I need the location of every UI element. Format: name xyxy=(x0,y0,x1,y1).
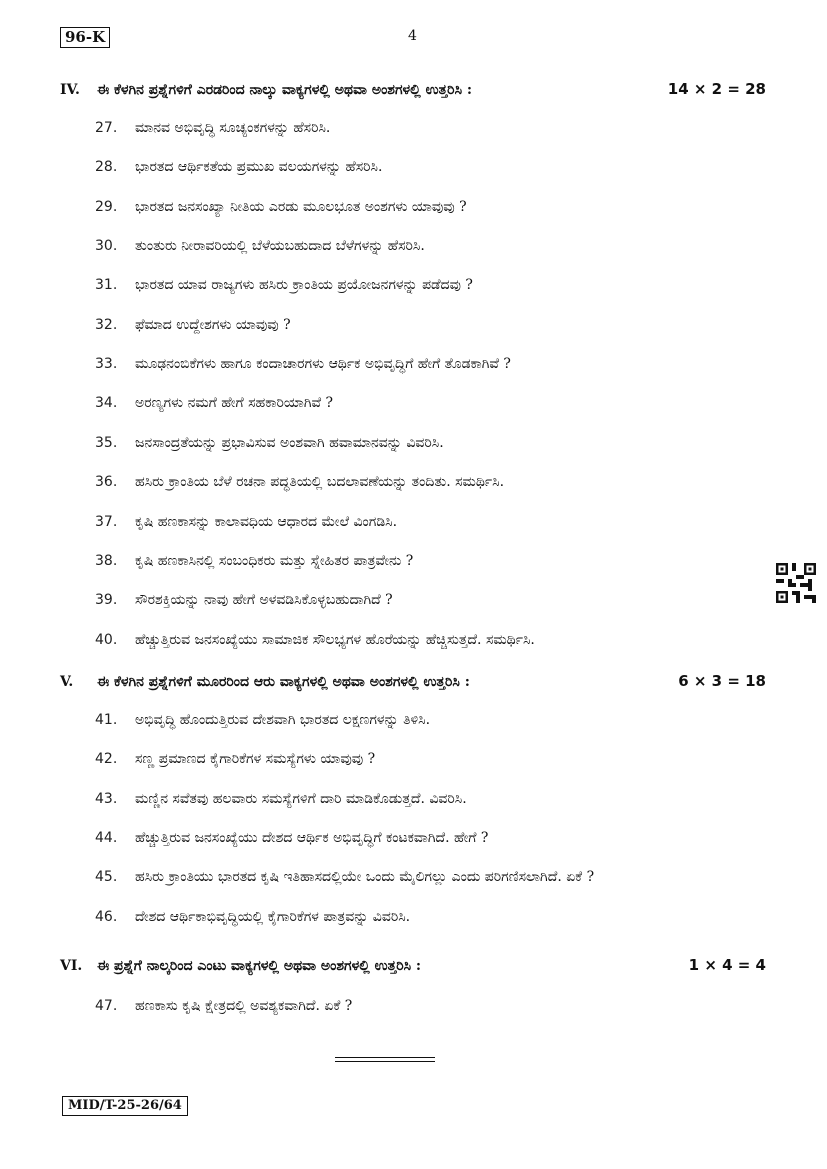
question-text: ಕೃಷಿ ಹಣಕಾಸನ್ನು ಕಾಲಾವಧಿಯ ಆಧಾರದ ಮೇಲೆ ವಿಂಗಡಿಸಿ. xyxy=(135,513,398,530)
question-number: 27. xyxy=(95,120,118,136)
question-number: 40. xyxy=(95,631,118,648)
question-text: ಮಾನವ ಅಭಿವೃದ್ಧಿ ಸೂಚ್ಯಂಕಗಳನ್ನು ಹೆಸರಿಸಿ. xyxy=(135,120,331,136)
question-item xyxy=(95,435,444,451)
question-item xyxy=(95,553,413,569)
question-item xyxy=(95,632,535,648)
question-number: 46. xyxy=(95,908,118,925)
section-numeral: V. xyxy=(60,674,74,690)
question-item xyxy=(95,199,467,215)
question-text: ಮಣ್ಣಿನ ಸವೆತವು ಹಲವಾರು ಸಮಸ್ಯೆಗಳಿಗೆ ದಾರಿ ಮಾಡಿಕೊಡುತ್ತದೆ. ವಿವರಿಸಿ. xyxy=(135,790,467,807)
section-header xyxy=(60,80,766,98)
page-number: 4 xyxy=(408,28,417,44)
section-numeral: VI. xyxy=(60,958,83,974)
footer-code: MID/T-25-26/64 xyxy=(62,1096,188,1116)
question-item xyxy=(95,869,594,885)
question-number: 33. xyxy=(95,356,118,373)
question-text: ಹೆಚ್ಚುತ್ತಿರುವ ಜನಸಂಖ್ಯೆಯು ದೇಶದ ಆರ್ಥಿಕ ಅಭಿವೃದ್ಧಿಗೆ ಕಂಟಕವಾಗಿದೆ. ಹೇಗೆ ? xyxy=(135,830,489,847)
question-number: 37. xyxy=(95,513,118,530)
question-item xyxy=(95,238,425,254)
question-item xyxy=(95,712,430,728)
section-instruction: ಈ ಕೆಳಗಿನ ಪ್ರಶ್ನೆಗಳಿಗೆ ಮೂರರಿಂದ ಆರು ವಾಕ್ಯಗಳಲ್ಲಿ ಅಥವಾ ಅಂಶಗಳಲ್ಲಿ ಉತ್ತರಿಸಿ : xyxy=(97,674,470,690)
question-number: 42. xyxy=(95,751,118,768)
question-item xyxy=(95,120,330,136)
question-number: 30. xyxy=(95,238,118,255)
question-text: ಸಣ್ಣ ಪ್ರಮಾಣದ ಕೈಗಾರಿಕೆಗಳ ಸಮಸ್ಯೆಗಳು ಯಾವುವು ? xyxy=(135,751,376,768)
question-item xyxy=(95,474,504,490)
question-text: ತುಂತುರು ನೀರಾವರಿಯಲ್ಲಿ ಬೆಳೆಯಬಹುದಾದ ಬೆಳೆಗಳನ್ನು ಹೆಸರಿಸಿ. xyxy=(135,238,425,255)
question-item xyxy=(95,514,397,530)
question-text: ಸೌರಶಕ್ತಿಯನ್ನು ನಾವು ಹೇಗೆ ಅಳವಡಿಸಿಕೊಳ್ಳಬಹುದಾಗಿದೆ ? xyxy=(135,592,393,609)
question-number: 47. xyxy=(95,998,118,1014)
question-text: ಹಸಿರು ಕ್ರಾಂತಿಯ ಬೆಳೆ ರಚನಾ ಪದ್ಧತಿಯಲ್ಲಿ ಬದಲಾವಣೆಯನ್ನು ತಂದಿತು. ಸಮರ್ಥಿಸಿ. xyxy=(135,474,505,491)
section-header xyxy=(60,672,766,690)
section-instruction: ಈ ಕೆಳಗಿನ ಪ್ರಶ್ನೆಗಳಿಗೆ ಎರಡರಿಂದ ನಾಲ್ಕು ವಾಕ್ಯಗಳಲ್ಲಿ ಅಥವಾ ಅಂಶಗಳಲ್ಲಿ ಉತ್ತರಿಸಿ : xyxy=(97,82,473,98)
question-item xyxy=(95,592,393,608)
question-text: ಹಣಕಾಸು ಕೃಷಿ ಕ್ಷೇತ್ರದಲ್ಲಿ ಅವಶ್ಯಕವಾಗಿದೆ. ಏಕೆ ? xyxy=(135,998,353,1014)
question-text: ಹಸಿರು ಕ್ರಾಂತಿಯು ಭಾರತದ ಕೃಷಿ ಇತಿಹಾಸದಲ್ಲಿಯೇ ಒಂದು ಮೈಲಿಗಲ್ಲು ಎಂದು ಪರಿಗಣಿಸಲಾಗಿದೆ. ಏಕೆ ? xyxy=(135,869,595,886)
question-item xyxy=(95,277,473,293)
question-text: ಭಾರತದ ಆರ್ಥಿಕತೆಯ ಪ್ರಮುಖ ವಲಯಗಳನ್ನು ಹೆಸರಿಸಿ. xyxy=(135,159,383,176)
question-item xyxy=(95,751,375,767)
question-text: ಫೆಮಾದ ಉದ್ದೇಶಗಳು ಯಾವುವು ? xyxy=(135,316,291,333)
question-item xyxy=(95,791,467,807)
question-text: ಅರಣ್ಯಗಳು ನಮಗೆ ಹೇಗೆ ಸಹಕಾರಿಯಾಗಿವೆ ? xyxy=(135,395,333,412)
question-number: 39. xyxy=(95,592,118,609)
question-number: 38. xyxy=(95,552,118,569)
question-item xyxy=(95,395,333,411)
question-number: 32. xyxy=(95,316,118,333)
question-text: ಜನಸಾಂದ್ರತೆಯನ್ನು ಪ್ರಭಾವಿಸುವ ಅಂಶವಾಗಿ ಹವಾಮಾನವನ್ನು ವಿವರಿಸಿ. xyxy=(135,434,444,451)
question-number: 31. xyxy=(95,277,118,294)
question-item xyxy=(95,998,352,1014)
question-number: 41. xyxy=(95,712,118,728)
question-text: ಮೂಢನಂಬಿಕೆಗಳು ಹಾಗೂ ಕಂದಾಚಾರಗಳು ಆರ್ಥಿಕ ಅಭಿವೃದ್ಧಿಗೆ ಹೇಗೆ ತೊಡಕಾಗಿವೆ ? xyxy=(135,356,511,373)
section-marks: 6 × 3 = 18 xyxy=(678,672,766,690)
question-text: ಭಾರತದ ಯಾವ ರಾಜ್ಯಗಳು ಹಸಿರು ಕ್ರಾಂತಿಯ ಪ್ರಯೋಜನಗಳನ್ನು ಪಡೆದವು ? xyxy=(135,277,473,294)
question-item xyxy=(95,317,291,333)
question-text: ಕೃಷಿ ಹಣಕಾಸಿನಲ್ಲಿ ಸಂಬಂಧಿಕರು ಮತ್ತು ಸ್ನೇಹಿತರ ಪಾತ್ರವೇನು ? xyxy=(135,552,414,569)
question-number: 34. xyxy=(95,395,118,412)
question-number: 43. xyxy=(95,790,118,807)
question-text: ದೇಶದ ಆರ್ಥಿಕಾಭಿವೃದ್ಧಿಯಲ್ಲಿ ಕೈಗಾರಿಕೆಗಳ ಪಾತ್ರವನ್ನು ವಿವರಿಸಿ. xyxy=(135,908,411,925)
question-number: 45. xyxy=(95,869,118,886)
end-of-paper-rule xyxy=(335,1057,435,1062)
section-marks: 1 × 4 = 4 xyxy=(688,956,766,974)
question-text: ಅಭಿವೃದ್ಧಿ ಹೊಂದುತ್ತಿರುವ ದೇಶವಾಗಿ ಭಾರತದ ಲಕ್ಷಣಗಳನ್ನು ತಿಳಿಸಿ. xyxy=(135,712,431,728)
section-numeral: IV. xyxy=(60,82,80,98)
question-number: 36. xyxy=(95,474,118,491)
question-text: ಹೆಚ್ಚುತ್ತಿರುವ ಜನಸಂಖ್ಯೆಯು ಸಾಮಾಜಿಕ ಸೌಲಭ್ಯಗಳ ಹೊರೆಯನ್ನು ಹೆಚ್ಚಿಸುತ್ತದೆ. ಸಮರ್ಥಿಸಿ. xyxy=(135,631,535,648)
question-number: 29. xyxy=(95,198,118,215)
question-item xyxy=(95,356,511,372)
question-item xyxy=(95,830,488,846)
section-header xyxy=(60,956,766,974)
section-marks: 14 × 2 = 28 xyxy=(667,80,766,98)
paper-code: 96-K xyxy=(60,27,110,48)
question-item xyxy=(95,909,410,925)
question-number: 44. xyxy=(95,830,118,847)
question-text: ಭಾರತದ ಜನಸಂಖ್ಯಾ ನೀತಿಯ ಎರಡು ಮೂಲಭೂತ ಅಂಶಗಳು ಯಾವುವು ? xyxy=(135,198,467,215)
section-instruction: ಈ ಪ್ರಶ್ನೆಗೆ ನಾಲ್ಕರಿಂದ ಎಂಟು ವಾಕ್ಯಗಳಲ್ಲಿ ಅಥವಾ ಅಂಶಗಳಲ್ಲಿ ಉತ್ತರಿಸಿ : xyxy=(97,958,422,974)
question-number: 35. xyxy=(95,434,118,451)
question-number: 28. xyxy=(95,159,118,176)
question-item xyxy=(95,159,382,175)
qr-code-icon xyxy=(776,563,816,603)
